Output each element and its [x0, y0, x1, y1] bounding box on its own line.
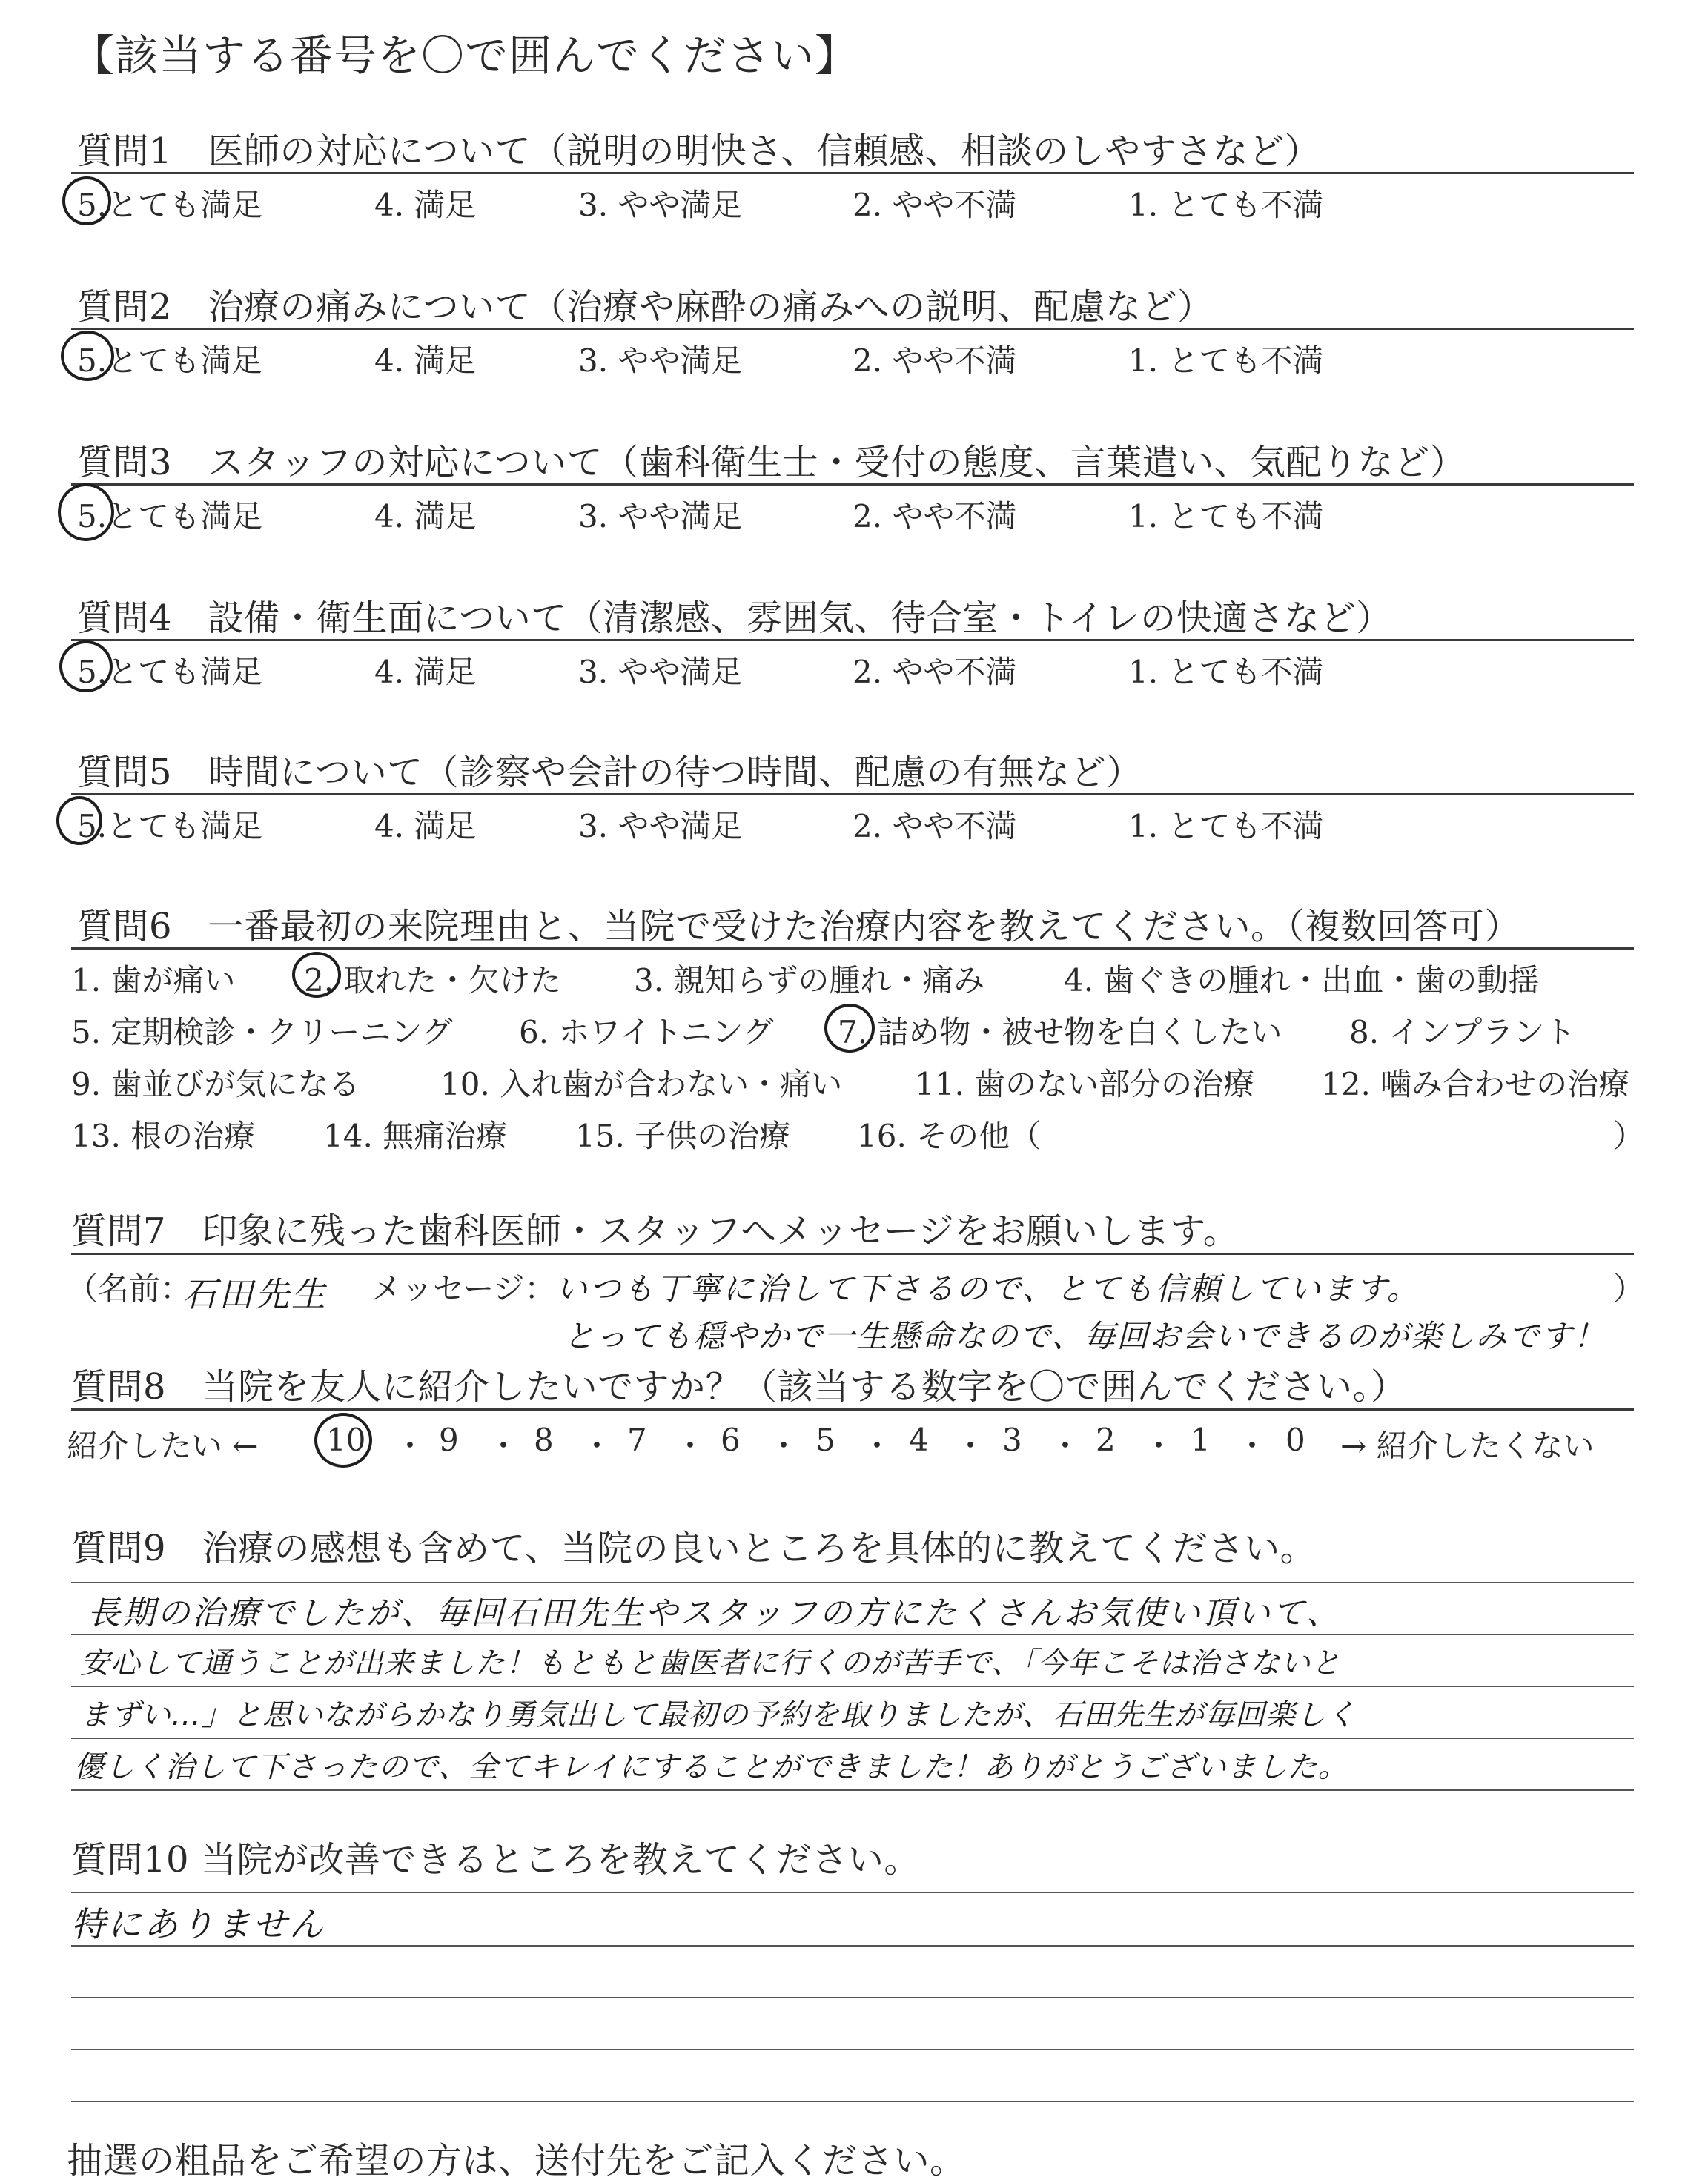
q6-other-close-paren: ） [1613, 1118, 1645, 1154]
q3-option-3[interactable]: 3. やや満足 [578, 498, 743, 534]
q8-scale-9[interactable]: 9 [439, 1422, 459, 1458]
question-8-title: 質問8 当院を友人に紹介したいですか？（該当する数字を〇で囲んでください。） [71, 1366, 1407, 1408]
q8-scale-8[interactable]: 8 [534, 1422, 554, 1458]
q4-option-1[interactable]: 1. とても不満 [1128, 654, 1324, 690]
q6-option-10[interactable]: 10. 入れ歯が合わない・痛い [440, 1066, 843, 1102]
q8-dot: ・ [675, 1428, 706, 1464]
q3-selection-circle [58, 483, 114, 541]
question-1-title: 質問1 医師の対応について（説明の明快さ、信頼感、相談のしやすさなど） [77, 130, 1321, 172]
q8-scale-6[interactable]: 6 [721, 1422, 741, 1458]
q8-dot: ・ [581, 1428, 613, 1464]
q3-option-2[interactable]: 2. やや不満 [853, 498, 1017, 534]
q7-name-value[interactable]: 石田先生 [182, 1274, 328, 1314]
q4-option-4[interactable]: 4. 満足 [374, 654, 477, 690]
q7-close-paren: ） [1613, 1271, 1645, 1307]
q8-right-label: → 紹介したくない [1340, 1428, 1595, 1464]
divider [71, 1253, 1634, 1255]
q7-name-label: （名前： [67, 1271, 192, 1307]
q8-dot: ・ [1237, 1428, 1268, 1464]
q5-option-5[interactable]: 5.とても満足 [77, 808, 263, 844]
q6-option-5[interactable]: 5. 定期検診・クリーニング [71, 1014, 453, 1050]
q8-scale-0[interactable]: 0 [1285, 1422, 1305, 1458]
q8-scale-1[interactable]: 1 [1191, 1422, 1211, 1458]
q6-option-4[interactable]: 4. 歯ぐきの腫れ・出血・歯の動揺 [1064, 962, 1540, 998]
footer-cut-text: 抽選の粗品をご希望の方は、送付先をご記入ください。 [67, 2140, 966, 2182]
q1-option-1[interactable]: 1. とても不満 [1128, 187, 1324, 223]
q4-selection-circle [59, 640, 113, 692]
q5-selection-circle [56, 796, 102, 845]
q8-scale-10[interactable]: 10 [326, 1422, 366, 1458]
q1-option-3[interactable]: 3. やや満足 [578, 187, 743, 223]
question-2-title: 質問2 治療の痛みについて（治療や麻酔の痛みへの説明、配慮など） [77, 286, 1214, 328]
q6-selection-circle-2 [292, 952, 341, 998]
question-3-title: 質問3 スタッフの対応について（歯科衛生士・受付の態度、言葉遣い、気配りなど） [77, 442, 1466, 483]
divider [71, 483, 1634, 486]
q8-dot: ・ [488, 1428, 520, 1464]
divider [71, 172, 1634, 174]
q5-option-3[interactable]: 3. やや満足 [578, 808, 743, 844]
writing-line [71, 1997, 1634, 1998]
question-5-title: 質問5 時間について（診察や会計の待つ時間、配慮の有無など） [77, 752, 1142, 793]
q8-dot: ・ [955, 1428, 987, 1464]
q6-option-11[interactable]: 11. 歯のない部分の治療 [915, 1066, 1255, 1102]
question-7-title: 質問7 印象に残った歯科医師・スタッフへメッセージをお願いします。 [71, 1210, 1239, 1252]
q6-option-16[interactable]: 16. その他（ [857, 1118, 1042, 1154]
q2-option-1[interactable]: 1. とても不満 [1128, 342, 1324, 379]
divider [71, 639, 1634, 641]
q3-option-5[interactable]: 5.とても満足 [77, 498, 263, 534]
divider [71, 1408, 1634, 1411]
q1-option-4[interactable]: 4. 満足 [374, 187, 477, 223]
q6-option-13[interactable]: 13. 根の治療 [71, 1118, 256, 1154]
q3-option-1[interactable]: 1. とても不満 [1128, 498, 1324, 534]
divider [71, 947, 1634, 950]
q8-dot: ・ [861, 1428, 893, 1464]
question-6-title: 質問6 一番最初の来院理由と、当院で受けた治療内容を教えてください。（複数回答可） [77, 906, 1521, 947]
q6-option-1[interactable]: 1. 歯が痛い [71, 962, 236, 998]
q6-option-8[interactable]: 8. インプラント [1349, 1014, 1576, 1050]
q7-message-label: メッセージ： [371, 1271, 556, 1307]
writing-line [71, 1738, 1634, 1739]
q4-option-2[interactable]: 2. やや不満 [853, 654, 1017, 690]
q1-option-2[interactable]: 2. やや不満 [853, 187, 1017, 223]
q7-message-line-2[interactable]: とっても穏やかで一生懸命なので、毎回お会いできるのが楽しみです！ [563, 1318, 1606, 1354]
q4-option-3[interactable]: 3. やや満足 [578, 654, 743, 690]
q8-left-label: 紹介したい ← [67, 1428, 259, 1464]
writing-line [71, 1634, 1634, 1635]
writing-line [71, 1686, 1634, 1687]
q8-scale-4[interactable]: 4 [909, 1422, 929, 1458]
q8-scale-5[interactable]: 5 [815, 1422, 835, 1458]
q6-option-2[interactable]: 2. 取れた・欠けた [304, 962, 562, 998]
writing-line [71, 1789, 1634, 1791]
q5-option-4[interactable]: 4. 満足 [374, 808, 477, 844]
q9-answer-line-3[interactable]: まずい…」と思いながらかなり勇気出して最初の予約を取りましたが、石田先生が毎回楽しく [80, 1698, 1357, 1732]
q8-dot: ・ [394, 1428, 426, 1464]
q8-dot: ・ [1143, 1428, 1175, 1464]
q2-option-5[interactable]: 5.とても満足 [77, 342, 263, 379]
question-4-title: 質問4 設備・衛生面について（清潔感、雰囲気、待合室・トイレの快適さなど） [77, 597, 1392, 639]
q9-answer-line-2[interactable]: 安心して通うことが出来ました！もともと歯医者に行くのが苦手で、「今年こそは治さないと [80, 1646, 1342, 1680]
divider [71, 328, 1634, 330]
q2-option-4[interactable]: 4. 満足 [374, 342, 477, 379]
q6-option-12[interactable]: 12. 噛み合わせの治療 [1321, 1066, 1630, 1102]
q1-option-5[interactable]: 5.とても満足 [77, 187, 263, 223]
writing-line [71, 1892, 1634, 1893]
q6-option-15[interactable]: 15. 子供の治療 [575, 1118, 791, 1154]
q6-option-9[interactable]: 9. 歯並びが気になる [71, 1066, 360, 1102]
q5-option-1[interactable]: 1. とても不満 [1128, 808, 1324, 844]
divider [71, 793, 1634, 795]
page-title: 【該当する番号を〇で囲んでください】 [71, 30, 859, 81]
q8-scale-2[interactable]: 2 [1096, 1422, 1116, 1458]
q6-option-6[interactable]: 6. ホワイトニング [519, 1014, 774, 1050]
q9-answer-line-4[interactable]: 優しく治して下さったので、全てキレイにすることができました！ありがとうございました。 [74, 1750, 1348, 1784]
q7-message-line-1[interactable]: いつも丁寧に治して下さるので、とても信頼しています。 [556, 1271, 1420, 1307]
q6-option-3[interactable]: 3. 親知らずの腫れ・痛み [634, 962, 985, 998]
writing-line [71, 2101, 1634, 2102]
q9-answer-line-1[interactable]: 長期の治療でしたが、毎回石田先生やスタッフの方にたくさんお気使い頂いて、 [87, 1594, 1342, 1632]
q6-selection-circle-7 [824, 1004, 875, 1053]
writing-line [71, 1945, 1634, 1947]
question-10-title: 質問10 当院が改善できるところを教えてください。 [71, 1839, 920, 1881]
q8-selection-circle [314, 1413, 372, 1468]
q2-selection-circle [61, 331, 114, 381]
q10-answer[interactable]: 特にありません [71, 1904, 325, 1944]
question-9-title: 質問9 治療の感想も含めて、当院の良いところを具体的に教えてください。 [71, 1528, 1317, 1569]
q5-option-2[interactable]: 2. やや不満 [853, 808, 1017, 844]
q2-option-2[interactable]: 2. やや不満 [853, 342, 1017, 379]
q2-option-3[interactable]: 3. やや満足 [578, 342, 743, 379]
q6-option-7[interactable]: 7. 詰め物・被せ物を白くしたい [838, 1014, 1282, 1050]
q8-scale-3[interactable]: 3 [1002, 1422, 1022, 1458]
q8-scale-7[interactable]: 7 [627, 1422, 647, 1458]
writing-line [71, 1582, 1634, 1583]
q8-dot: ・ [1050, 1428, 1082, 1464]
q3-option-4[interactable]: 4. 満足 [374, 498, 477, 534]
q6-option-14[interactable]: 14. 無痛治療 [323, 1118, 508, 1154]
q4-option-5[interactable]: 5.とても満足 [77, 654, 263, 690]
writing-line [71, 2049, 1634, 2050]
q1-selection-circle [62, 176, 111, 225]
q8-dot: ・ [768, 1428, 800, 1464]
